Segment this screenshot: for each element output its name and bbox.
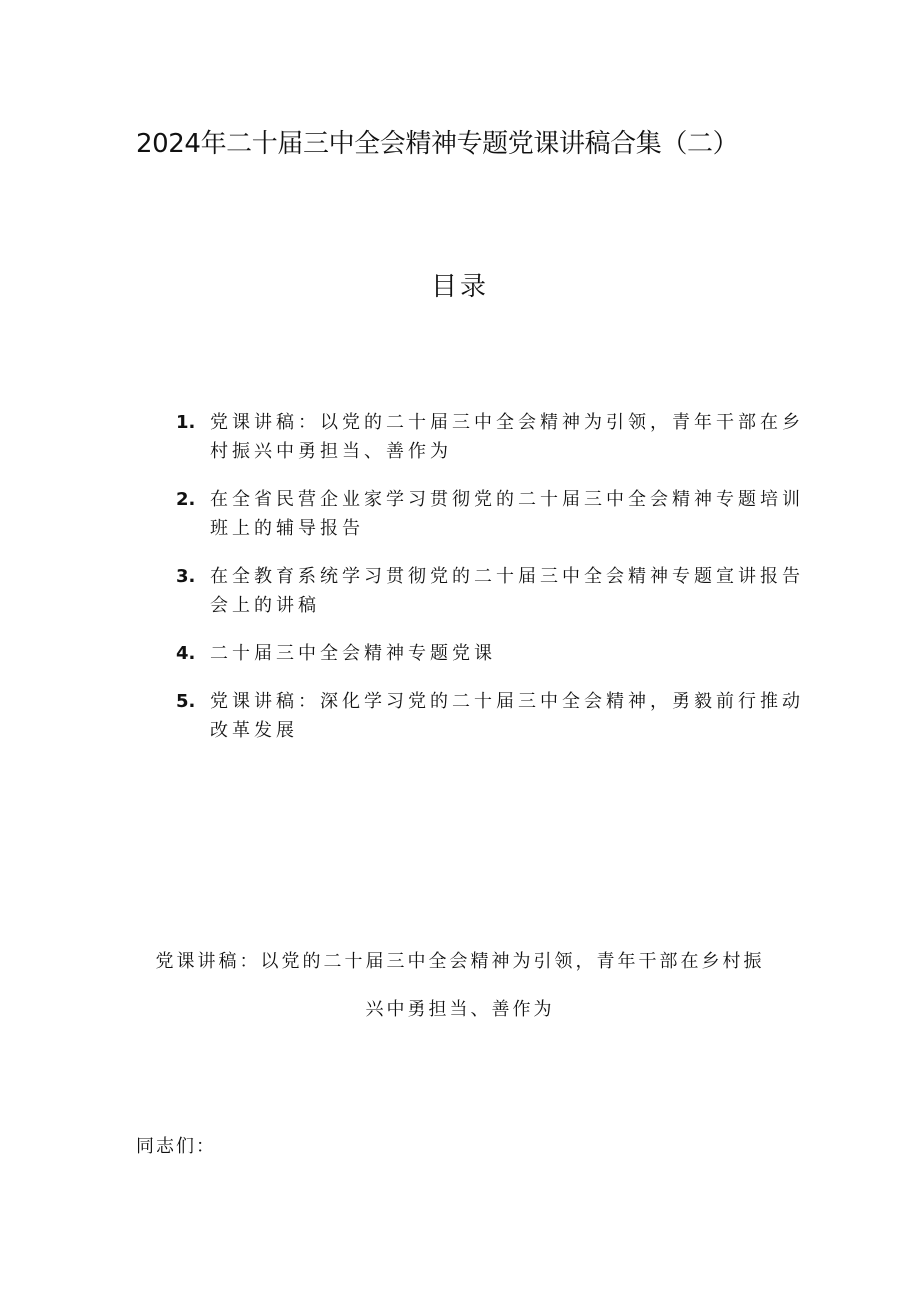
toc-item-number: 4. (176, 643, 196, 664)
toc-item-number: 3. (176, 566, 196, 587)
toc-item-number: 2. (176, 489, 196, 510)
toc-heading: 目录 (430, 272, 489, 302)
toc-item-number: 1. (176, 412, 196, 433)
toc-item-2 (176, 485, 816, 543)
toc-item-1 (176, 408, 816, 466)
toc-item-text: 在全省民营企业家学习贯彻党的二十届三中全会精神专题培训班上的辅导报告 (210, 489, 804, 539)
toc-item-text: 二十届三中全会精神专题党课 (210, 643, 496, 664)
toc-item-3 (176, 562, 816, 620)
salutation: 同志们： (136, 1136, 216, 1157)
toc-item-5 (176, 687, 816, 745)
table-of-contents (176, 408, 816, 764)
toc-item-text: 党课讲稿：深化学习党的二十届三中全会精神，勇毅前行推动改革发展 (210, 691, 804, 741)
toc-item-text: 在全教育系统学习贯彻党的二十届三中全会精神专题宣讲报告会上的讲稿 (210, 566, 804, 616)
document-title: 2024年二十届三中全会精神专题党课讲稿合集（二） (136, 129, 739, 159)
toc-item-text: 党课讲稿：以党的二十届三中全会精神为引领，青年干部在乡村振兴中勇担当、善作为 (210, 412, 804, 462)
toc-item-number: 5. (176, 691, 196, 712)
toc-item-4 (176, 639, 816, 668)
section-title: 党课讲稿：以党的二十届三中全会精神为引领，青年干部在乡村振兴中勇担当、善作为 (155, 951, 765, 1020)
